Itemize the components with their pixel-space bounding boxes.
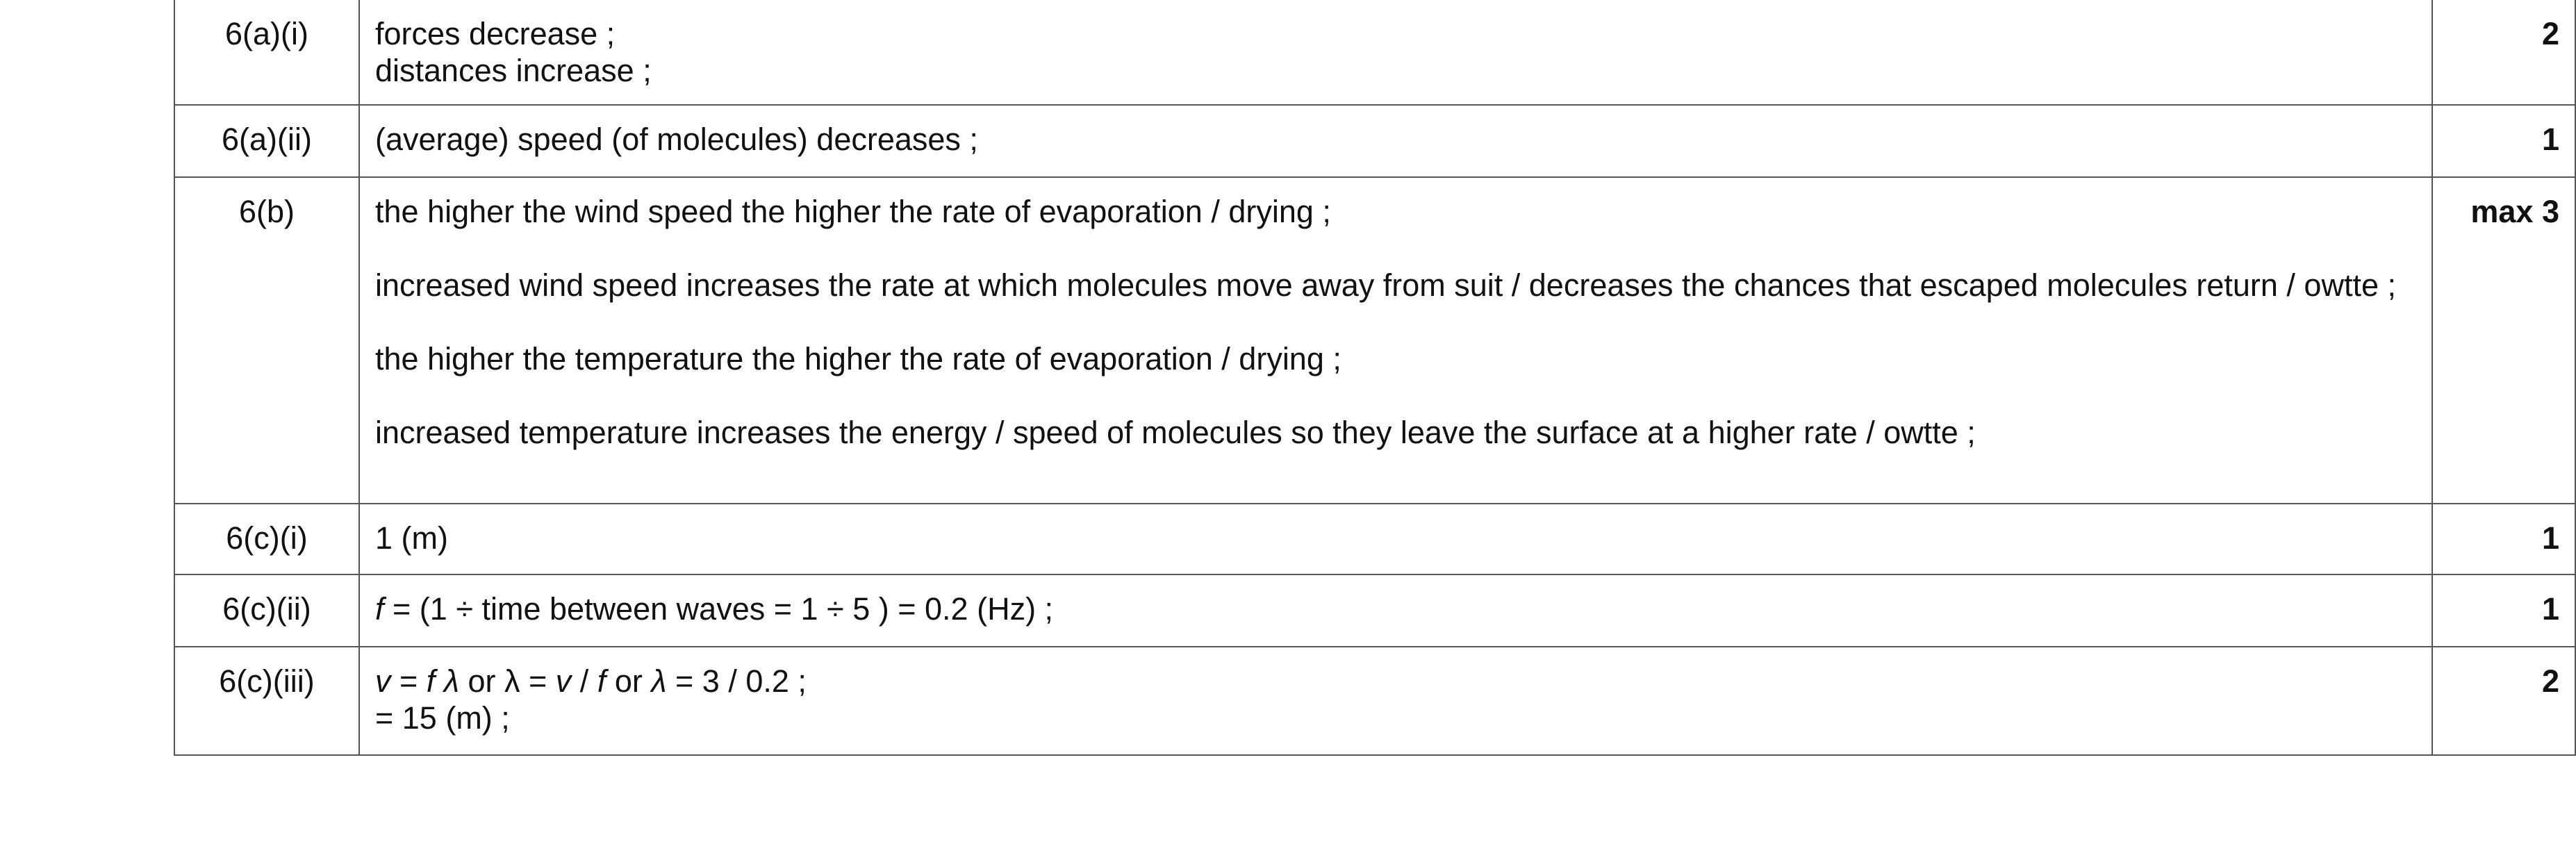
- answer-text: or λ =: [459, 663, 556, 699]
- answer-paragraph: increased wind speed increases the rate at which molecules move away from suit / decreases the chances that escaped molecules return / owtte ;: [375, 267, 2396, 303]
- mark-scheme-sheet: [174, 0, 2559, 756]
- table-row: [174, 647, 2575, 755]
- answer-line: forces decrease ;: [375, 16, 616, 51]
- question-number: 6(a)(i): [174, 0, 359, 105]
- answer-cell: [359, 177, 2432, 504]
- question-number: 6(b): [174, 177, 359, 504]
- answer-line: (average) speed (of molecules) decreases ;: [375, 122, 978, 157]
- question-number: 6(a)(ii): [174, 105, 359, 177]
- answer-cell: [359, 504, 2432, 574]
- velocity-symbol: v: [375, 663, 391, 699]
- answer-cell: [359, 574, 2432, 647]
- table-row: [174, 574, 2575, 647]
- answer-line: distances increase ;: [375, 53, 652, 88]
- answer-cell: [359, 0, 2432, 105]
- table-row: [174, 105, 2575, 177]
- answer-text: = (1 ÷ time between waves = 1 ÷ 5 ) = 0.2 (Hz) ;: [383, 591, 1054, 627]
- question-number: 6(c)(iii): [174, 647, 359, 755]
- answer-paragraph: increased temperature increases the energy / speed of molecules so they leave the surface at a higher rate / owtte ;: [375, 415, 1976, 450]
- answer-line: [375, 663, 2418, 700]
- marks-cell: 2: [2432, 0, 2575, 105]
- mark-scheme-table: [174, 0, 2576, 756]
- table-row: [174, 0, 2575, 105]
- frequency-symbol: f: [426, 663, 436, 699]
- answer-line: 1 (m): [375, 520, 448, 556]
- wavelength-symbol: λ: [435, 663, 459, 699]
- marks-cell: 1: [2432, 105, 2575, 177]
- frequency-symbol: f: [597, 663, 606, 699]
- wavelength-symbol: λ: [651, 663, 667, 699]
- table-row: [174, 504, 2575, 574]
- answer-text: =: [390, 663, 427, 699]
- marks-cell: max 3: [2432, 177, 2575, 504]
- answer-text: = 3 / 0.2 ;: [666, 663, 807, 699]
- answer-line: = 15 (m) ;: [375, 700, 510, 736]
- answer-paragraph: the higher the wind speed the higher the rate of evaporation / drying ;: [375, 194, 1331, 229]
- question-number: 6(c)(i): [174, 504, 359, 574]
- frequency-symbol: f: [375, 591, 384, 627]
- marks-cell: 1: [2432, 574, 2575, 647]
- answer-paragraph: the higher the temperature the higher the rate of evaporation / drying ;: [375, 341, 1341, 377]
- velocity-symbol: v: [555, 663, 572, 699]
- question-number: 6(c)(ii): [174, 574, 359, 647]
- answer-cell: [359, 647, 2432, 755]
- answer-line: [375, 590, 2418, 627]
- table-row: [174, 177, 2575, 504]
- answer-cell: [359, 105, 2432, 177]
- marks-cell: 2: [2432, 647, 2575, 755]
- marks-cell: 1: [2432, 504, 2575, 574]
- answer-text: /: [571, 663, 597, 699]
- answer-text: or: [606, 663, 652, 699]
